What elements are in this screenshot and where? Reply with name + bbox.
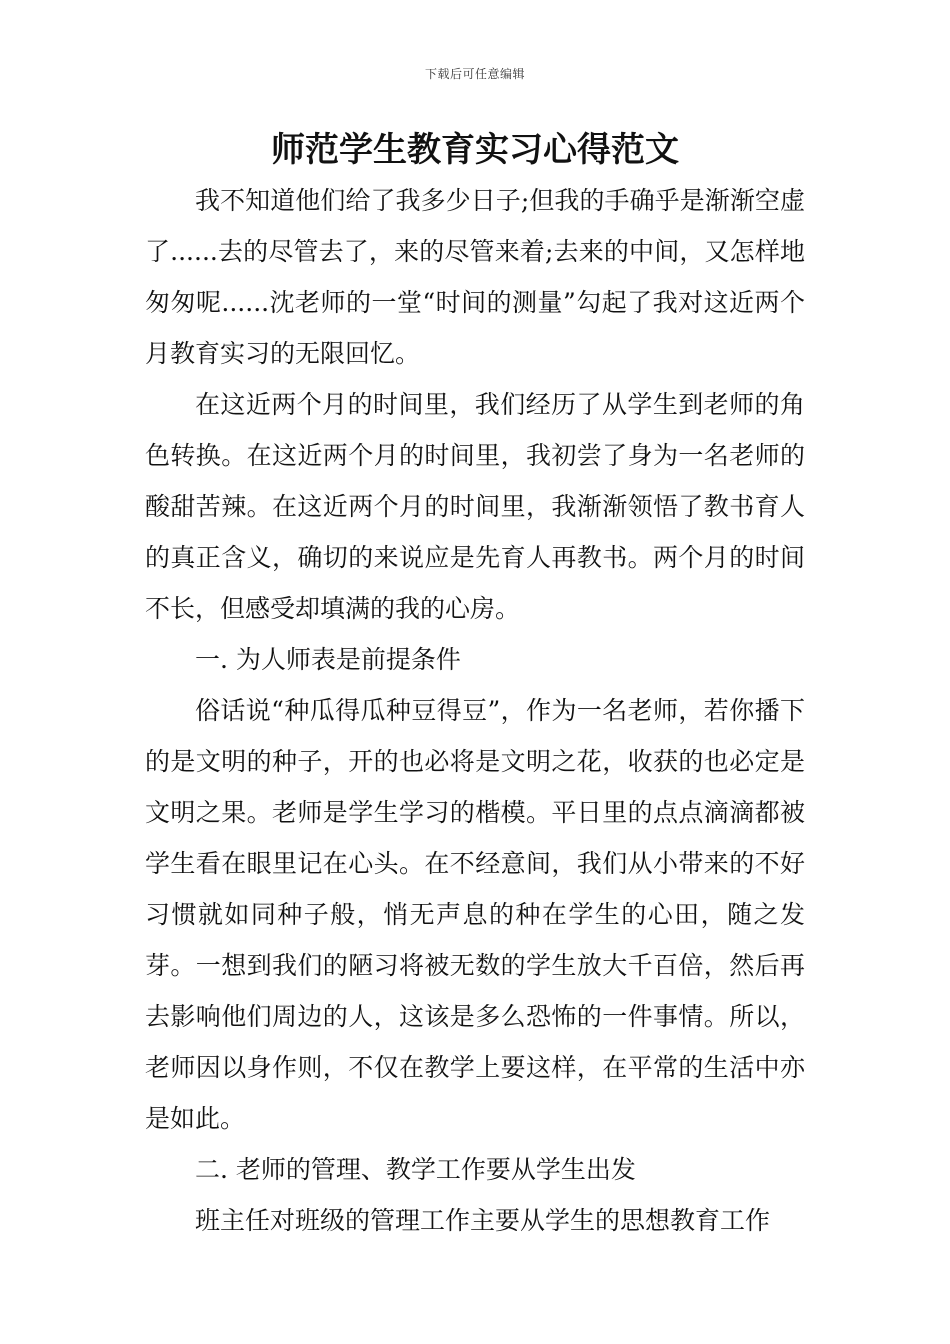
header-note: 下载后可任意编辑 — [424, 67, 525, 81]
document-title: 师范学生教育实习心得范文 — [271, 130, 679, 170]
section-heading-1: 一. 为人师表是前提条件 — [195, 645, 461, 674]
paragraph-class-management: 班主任对班级的管理工作主要从学生的思想教育工作 — [195, 1206, 771, 1235]
paragraph-role-change: 在这近两个月的时间里，我们经历了从学生到老师的角色转换。在这近两个月的时间里，我初尝了身为一名老师的酸甜苦辣。在这近两个月的时间里，我渐渐领悟了教书育人的真正含义，确切的来说应是先育人再教书。两个月的时间不长，但感受却填满的我的心房。 — [145, 390, 805, 623]
paragraph-intro: 我不知道他们给了我多少日子;但我的手确乎是渐渐空虚了......去的尽管去了，来的尽管来着;去来的中间，又怎样地匆匆呢......沈老师的一堂“时间的测量”勾起了我对这近两个月教育实习的无限回忆。 — [145, 186, 805, 368]
paragraph-role-model: 俗话说“种瓜得瓜种豆得豆”，作为一名老师，若你播下的是文明的种子，开的也必将是文明之花，收获的也必定是文明之果。老师是学生学习的楷模。平日里的点点滴滴都被学生看在眼里记在心头。在不经意间，我们从小带来的不好习惯就如同种子般，悄无声息的种在学生的心田，随之发芽。一想到我们的陋习将被无数的学生放大千百倍，然后再去影响他们周边的人，这该是多么恐怖的一件事情。所以，老师因以身作则，不仅在教学上要这样，在平常的生活中亦是如此。 — [145, 696, 805, 1133]
document-body — [145, 175, 805, 1246]
section-heading-2: 二. 老师的管理、教学工作要从学生出发 — [195, 1155, 636, 1184]
